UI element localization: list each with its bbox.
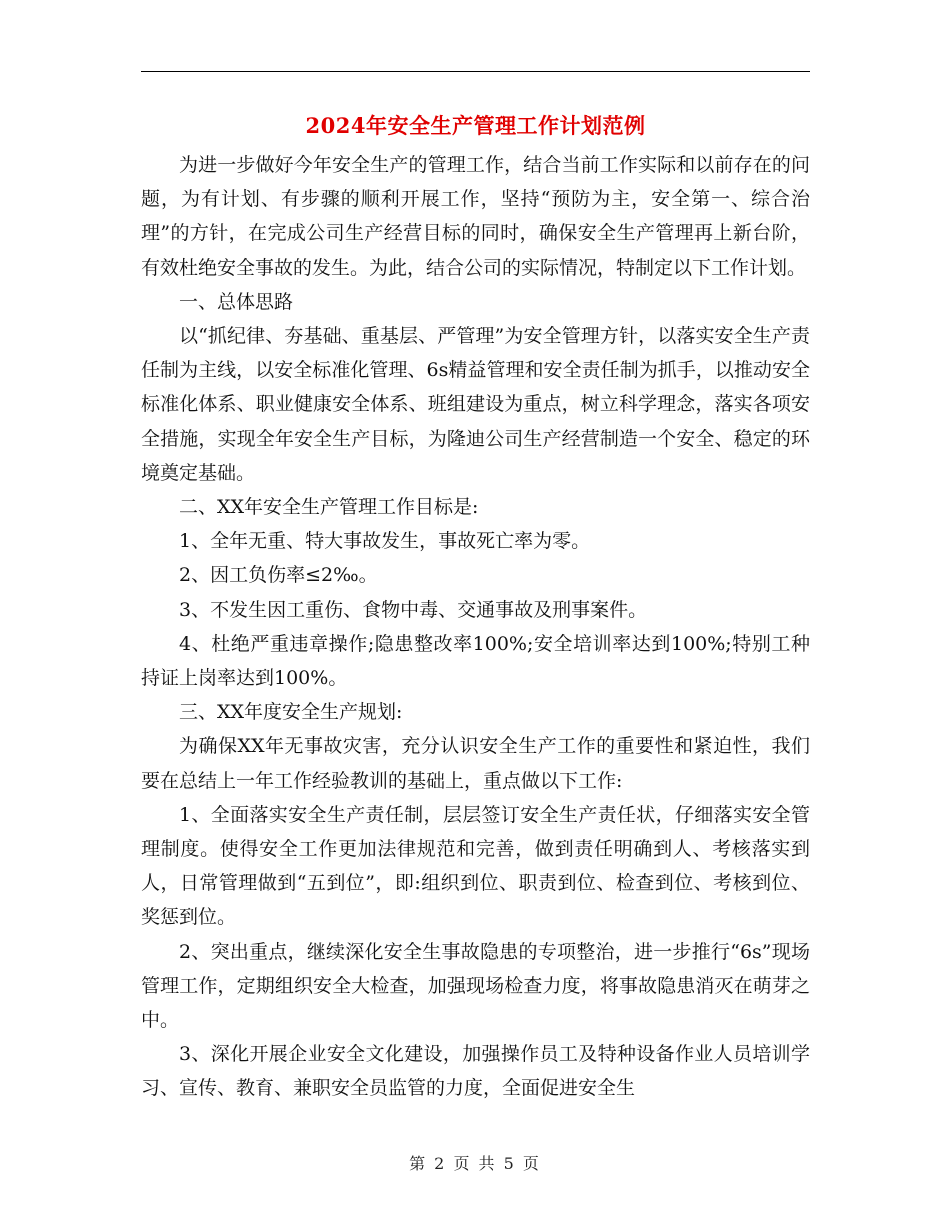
section-heading: 一、总体思路	[179, 290, 294, 313]
page-footer: 第 2 页 共 5 页	[409, 1154, 541, 1173]
section-heading: 三、XX年度安全生产规划:	[179, 701, 403, 724]
list-item: 3、不发生因工重伤、食物中毒、交通事故及刑事案件。	[179, 598, 648, 621]
section-heading: 二、XX年安全生产管理工作目标是:	[179, 496, 479, 519]
list-item: 2、突出重点，继续深化安全生事故隐患的专项整治，进一步推行“6s”现场管理工作，定期组织安全大检查，加强现场检查力度，将事故隐患消灭在萌芽之中。	[141, 940, 810, 1032]
list-item: 1、全面落实安全生产责任制，层层签订安全生产责任状，仔细落实安全管理制度。使得安全工作更加法律规范和完善，做到责任明确到人、考核落实到人，日常管理做到“五到位”，即:组织到位、职责到位、检查到位、考核到位、奖惩到位。	[141, 803, 810, 929]
list-item: 3、深化开展企业安全文化建设，加强操作员工及特种设备作业人员培训学习、宣传、教育、兼职安全员监管的力度，全面促进安全生	[141, 1043, 810, 1100]
header-rule	[141, 71, 810, 72]
list-item: 1、全年无重、特大事故发生，事故死亡率为零。	[179, 530, 591, 553]
list-item: 2、因工负伤率≤2‰。	[179, 564, 378, 587]
paragraph: 为进一步做好今年安全生产的管理工作，结合当前工作实际和以前存在的问题，为有计划、有步骤的顺利开展工作，坚持“预防为主，安全第一、综合治理”的方针，在完成公司生产经营目标的同时，确保安全生产管理再上新台阶，有效杜绝安全事故的发生。为此，结合公司的实际情况，特制定以下工作计划。	[141, 154, 810, 279]
paragraph: 为确保XX年无事故灾害，充分认识安全生产工作的重要性和紧迫性，我们要在总结上一年工作经验教训的基础上，重点做以下工作:	[141, 735, 810, 792]
list-item: 4、杜绝严重违章操作;隐患整改率100%;安全培训率达到100%;特别工种持证上岗率达到100%。	[141, 632, 810, 690]
document-title: 2024年安全生产管理工作计划范例	[305, 113, 646, 138]
document-body	[141, 148, 810, 1106]
paragraph: 以“抓纪律、夯基础、重基层、严管理”为安全管理方针，以落实安全生产责任制为主线，以安全标准化管理、6s精益管理和安全责任制为抓手，以推动安全标准化体系、职业健康安全体系、班组建设为重点，树立科学理念，落实各项安全措施，实现全年安全生产目标，为隆迪公司生产经营制造一个安全、稳定的环境奠定基础。	[141, 325, 810, 484]
